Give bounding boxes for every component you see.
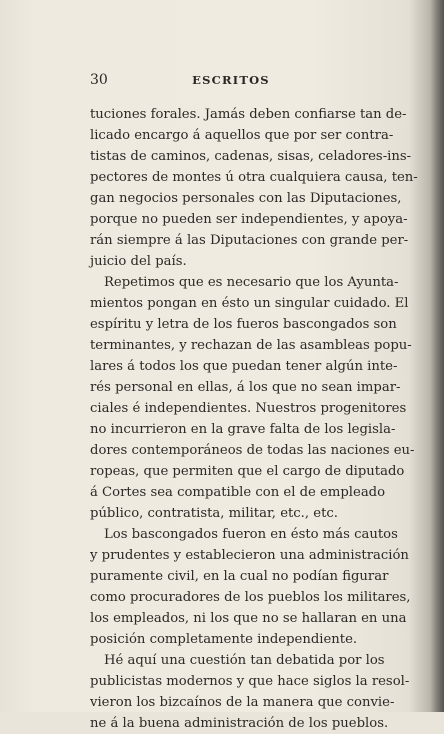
running-head: ESCRITOS — [192, 73, 270, 87]
text-line: vieron los bizcaínos de la manera que convie- — [90, 695, 395, 710]
text-line: ciales é independientes. Nuestros progenitores — [90, 401, 407, 416]
text-line: mientos pongan en ésto un singular cuidado. El — [90, 296, 409, 311]
text-line: público, contratista, militar, etc., etc. — [90, 506, 338, 521]
text-line: ropeas, que permiten que el cargo de diputado — [90, 464, 405, 479]
text-line: los empleados, ni los que no se hallaran en una — [90, 611, 407, 626]
text-line: posición completamente independiente. — [90, 632, 358, 647]
body-text — [90, 104, 418, 734]
text-line: y prudentes y establecieron una administración — [90, 548, 409, 563]
text-line: espíritu y letra de los fueros bascongados son — [90, 317, 397, 332]
text-line: gan negocios personales con las Diputaciones, — [90, 191, 402, 206]
text-line: licado encargo á aquellos que por ser contra- — [90, 128, 394, 143]
text-line: porque no pueden ser independientes, y apoya- — [90, 212, 408, 227]
page-number: 30 — [90, 72, 108, 88]
text-line: juicio del país. — [90, 254, 187, 269]
text-line: rán siempre á las Diputaciones con grande per- — [90, 233, 409, 248]
text-line: pectores de montes ú otra cualquiera causa, ten- — [90, 170, 418, 185]
text-line: como procuradores de los pueblos los militares, — [90, 590, 411, 605]
text-line: publicistas modernos y que hace siglos la resol- — [90, 674, 410, 689]
text-line: ne á la buena administración de los pueblos. — [90, 716, 389, 731]
text-line: tuciones forales. Jamás deben confiarse tan de- — [90, 107, 407, 122]
text-line: dores contemporáneos de todas las naciones eu- — [90, 443, 415, 458]
page-edge-shadow — [430, 0, 444, 712]
text-line: no incurrieron en la grave falta de los legisla- — [90, 422, 396, 437]
text-line: lares á todos los que puedan tener algún inte- — [90, 359, 398, 374]
text-line: terminantes, y rechazan de las asambleas popu- — [90, 338, 412, 353]
text-line: Hé aquí una cuestión tan debatida por los — [104, 653, 385, 668]
text-line: á Cortes sea compatible con el de empleado — [90, 485, 386, 500]
text-line: Los bascongados fueron en ésto más cautos — [104, 527, 398, 542]
text-line: rés personal en ellas, á los que no sean impar- — [90, 380, 401, 395]
text-line: puramente civil, en la cual no podían figurar — [90, 569, 389, 584]
text-line: Repetimos que es necesario que los Ayunta- — [104, 275, 399, 290]
page-header — [90, 72, 372, 90]
text-line: tistas de caminos, cadenas, sisas, celadores-ins- — [90, 149, 412, 164]
